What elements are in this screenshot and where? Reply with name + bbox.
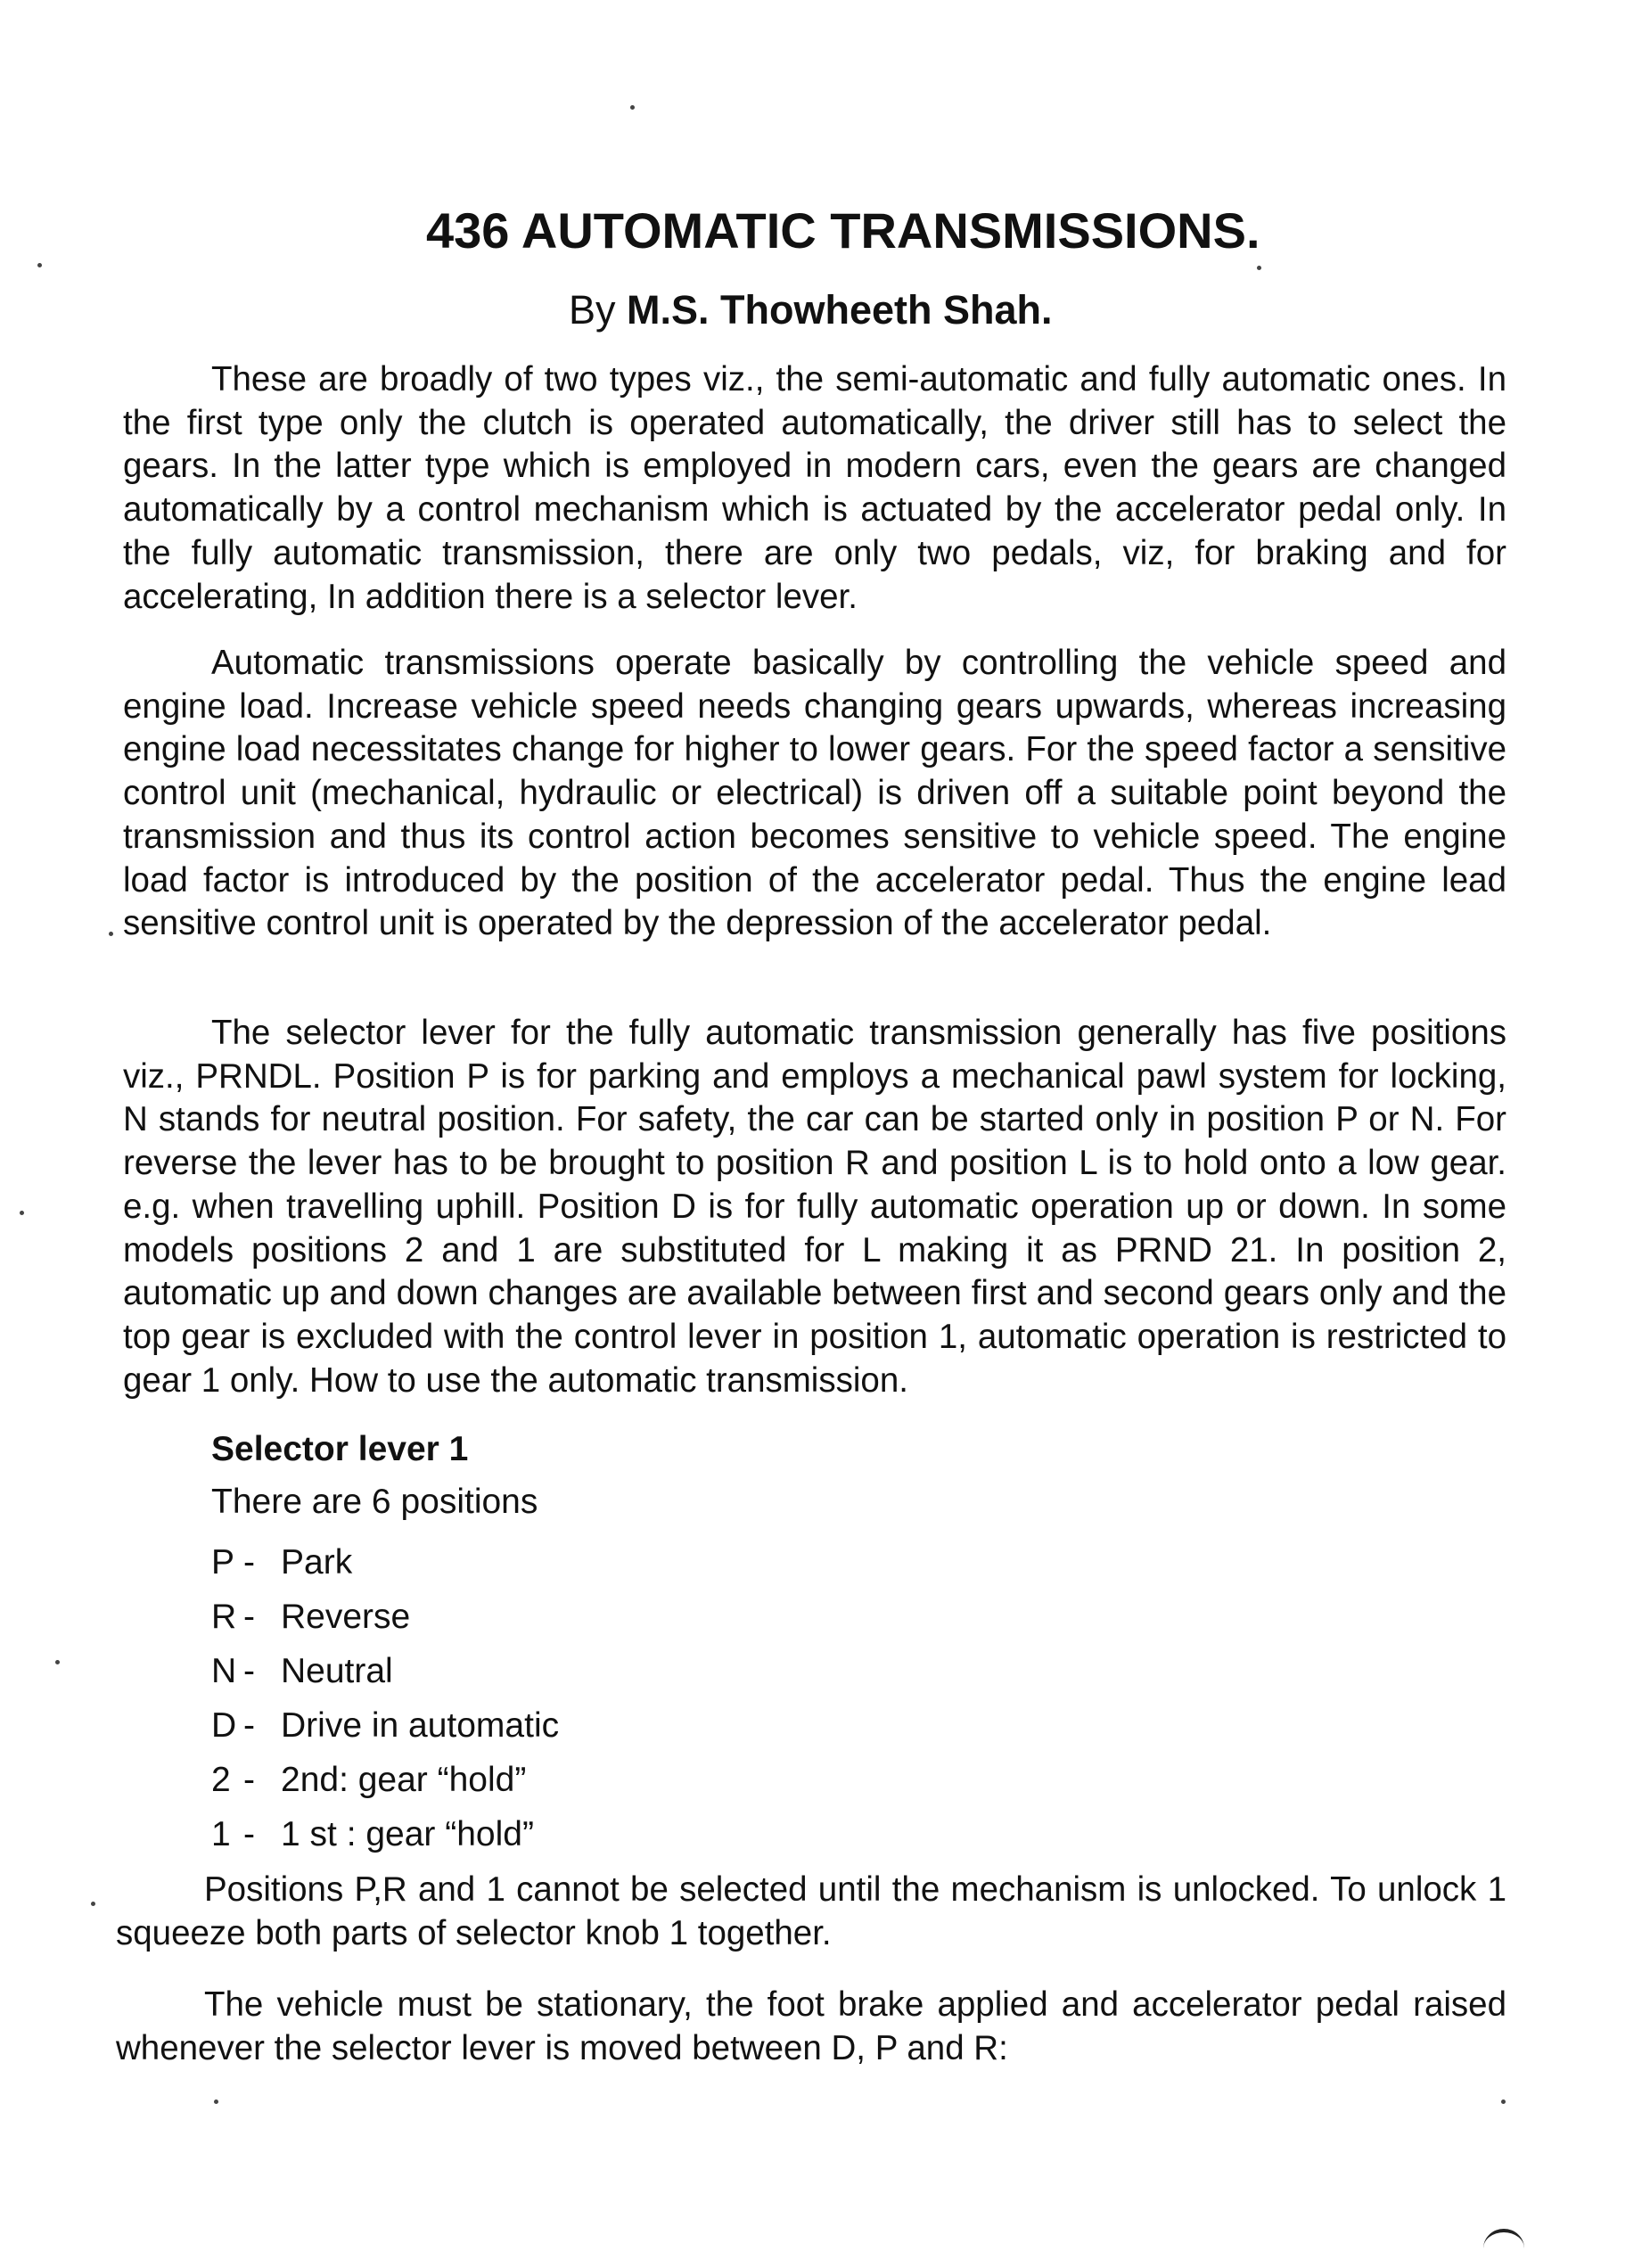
paragraph-stationary: The vehicle must be stationary, the foot brake applied and accelerator pedal raised whenever the selector lever is moved between D, P and R: [116, 1985, 1506, 2067]
paragraph-unlock: Positions P,R and 1 cannot be selected until the mechanism is unlocked. To unlock 1 squeeze both parts of selector knob 1 together. [116, 1870, 1506, 1952]
position-label: Park [281, 1543, 353, 1582]
scan-speck [214, 2100, 218, 2104]
page-corner-mark [1483, 2229, 1524, 2268]
position-label: 2nd: gear “hold” [281, 1761, 527, 1799]
scan-speck [1501, 2100, 1506, 2104]
positions-list [211, 1535, 559, 1861]
selector-heading: Selector lever 1 [211, 1430, 469, 1468]
author-byline [569, 287, 1053, 333]
selector-intro: There are 6 positions [211, 1483, 538, 1521]
position-separator: - [243, 1598, 255, 1636]
position-code: D [211, 1706, 237, 1745]
position-code: N [211, 1652, 237, 1690]
paragraph-selector-positions: The selector lever for the fully automatic transmission generally has five positions viz., PRNDL. Position P is for parking and employs a mechanical pawl system for locking, N stands for neutral position. For safety, the car can be started only in position P or N. For reverse the lever has to be brought to position R and position L is to hold onto a low gear. e.g. when travelling uphill. Position D is for fully automatic operation up or down. In some models positions 2 and 1 are substituted for L making it as PRND 21. In position 2, automatic up and down changes are available between first and second gears only and the top gear is excluded with the control lever in position 1, automatic operation is restricted to gear 1 only. How to use the automatic transmission. [123, 1014, 1506, 1400]
author-name: M.S. Thowheeth Shah. [627, 287, 1053, 333]
position-code: R [211, 1598, 237, 1636]
position-code: P [211, 1543, 235, 1582]
position-separator: - [243, 1652, 255, 1690]
position-separator: - [243, 1543, 255, 1582]
list-item [211, 1698, 559, 1753]
scan-speck [1257, 266, 1261, 270]
position-separator: - [243, 1815, 255, 1853]
position-code: 1 [211, 1815, 231, 1853]
page-title: 436 AUTOMATIC TRANSMISSIONS. [426, 202, 1260, 259]
list-item [211, 1807, 559, 1861]
position-separator: - [243, 1706, 255, 1745]
byline-prefix: By [569, 287, 628, 333]
list-item [211, 1590, 559, 1644]
position-label: Drive in automatic [281, 1706, 560, 1745]
position-code: 2 [211, 1761, 231, 1799]
scan-speck [630, 105, 635, 110]
position-label: Neutral [281, 1652, 393, 1690]
scan-speck [55, 1660, 60, 1664]
scan-speck [109, 932, 113, 936]
scan-speck [37, 263, 42, 267]
paragraph-operation: Automatic transmissions operate basically by controlling the vehicle speed and engine load. Increase vehicle speed needs changing gears upwards, whereas increasing engine load necessitates change for higher to lower gears. For the speed factor a sensitive control unit (mechanical, hydraulic or electrical) is driven off a suitable point beyond the transmission and thus its control action becomes sensitive to vehicle speed. The engine load factor is introduced by the position of the accelerator pedal. Thus the engine lead sensitive control unit is operated by the depression of the accelerator pedal. [123, 644, 1506, 943]
position-label: Reverse [281, 1598, 411, 1636]
paragraph-types: These are broadly of two types viz., the semi-automatic and fully automatic ones. In the first type only the clutch is operated automatically, the driver still has to select the gears. In the latter type which is employed in modern cars, even the gears are changed automatically by a control mechanism which is actuated by the accelerator pedal only. In the fully automatic transmission, there are only two pedals, viz, for braking and for accelerating, In addition there is a selector lever. [123, 360, 1506, 616]
position-separator: - [243, 1761, 255, 1799]
scan-speck [20, 1211, 24, 1215]
list-item [211, 1535, 559, 1590]
position-label: 1 st : gear “hold” [281, 1815, 534, 1853]
scan-speck [91, 1902, 95, 1906]
list-item [211, 1644, 559, 1698]
list-item [211, 1753, 559, 1807]
